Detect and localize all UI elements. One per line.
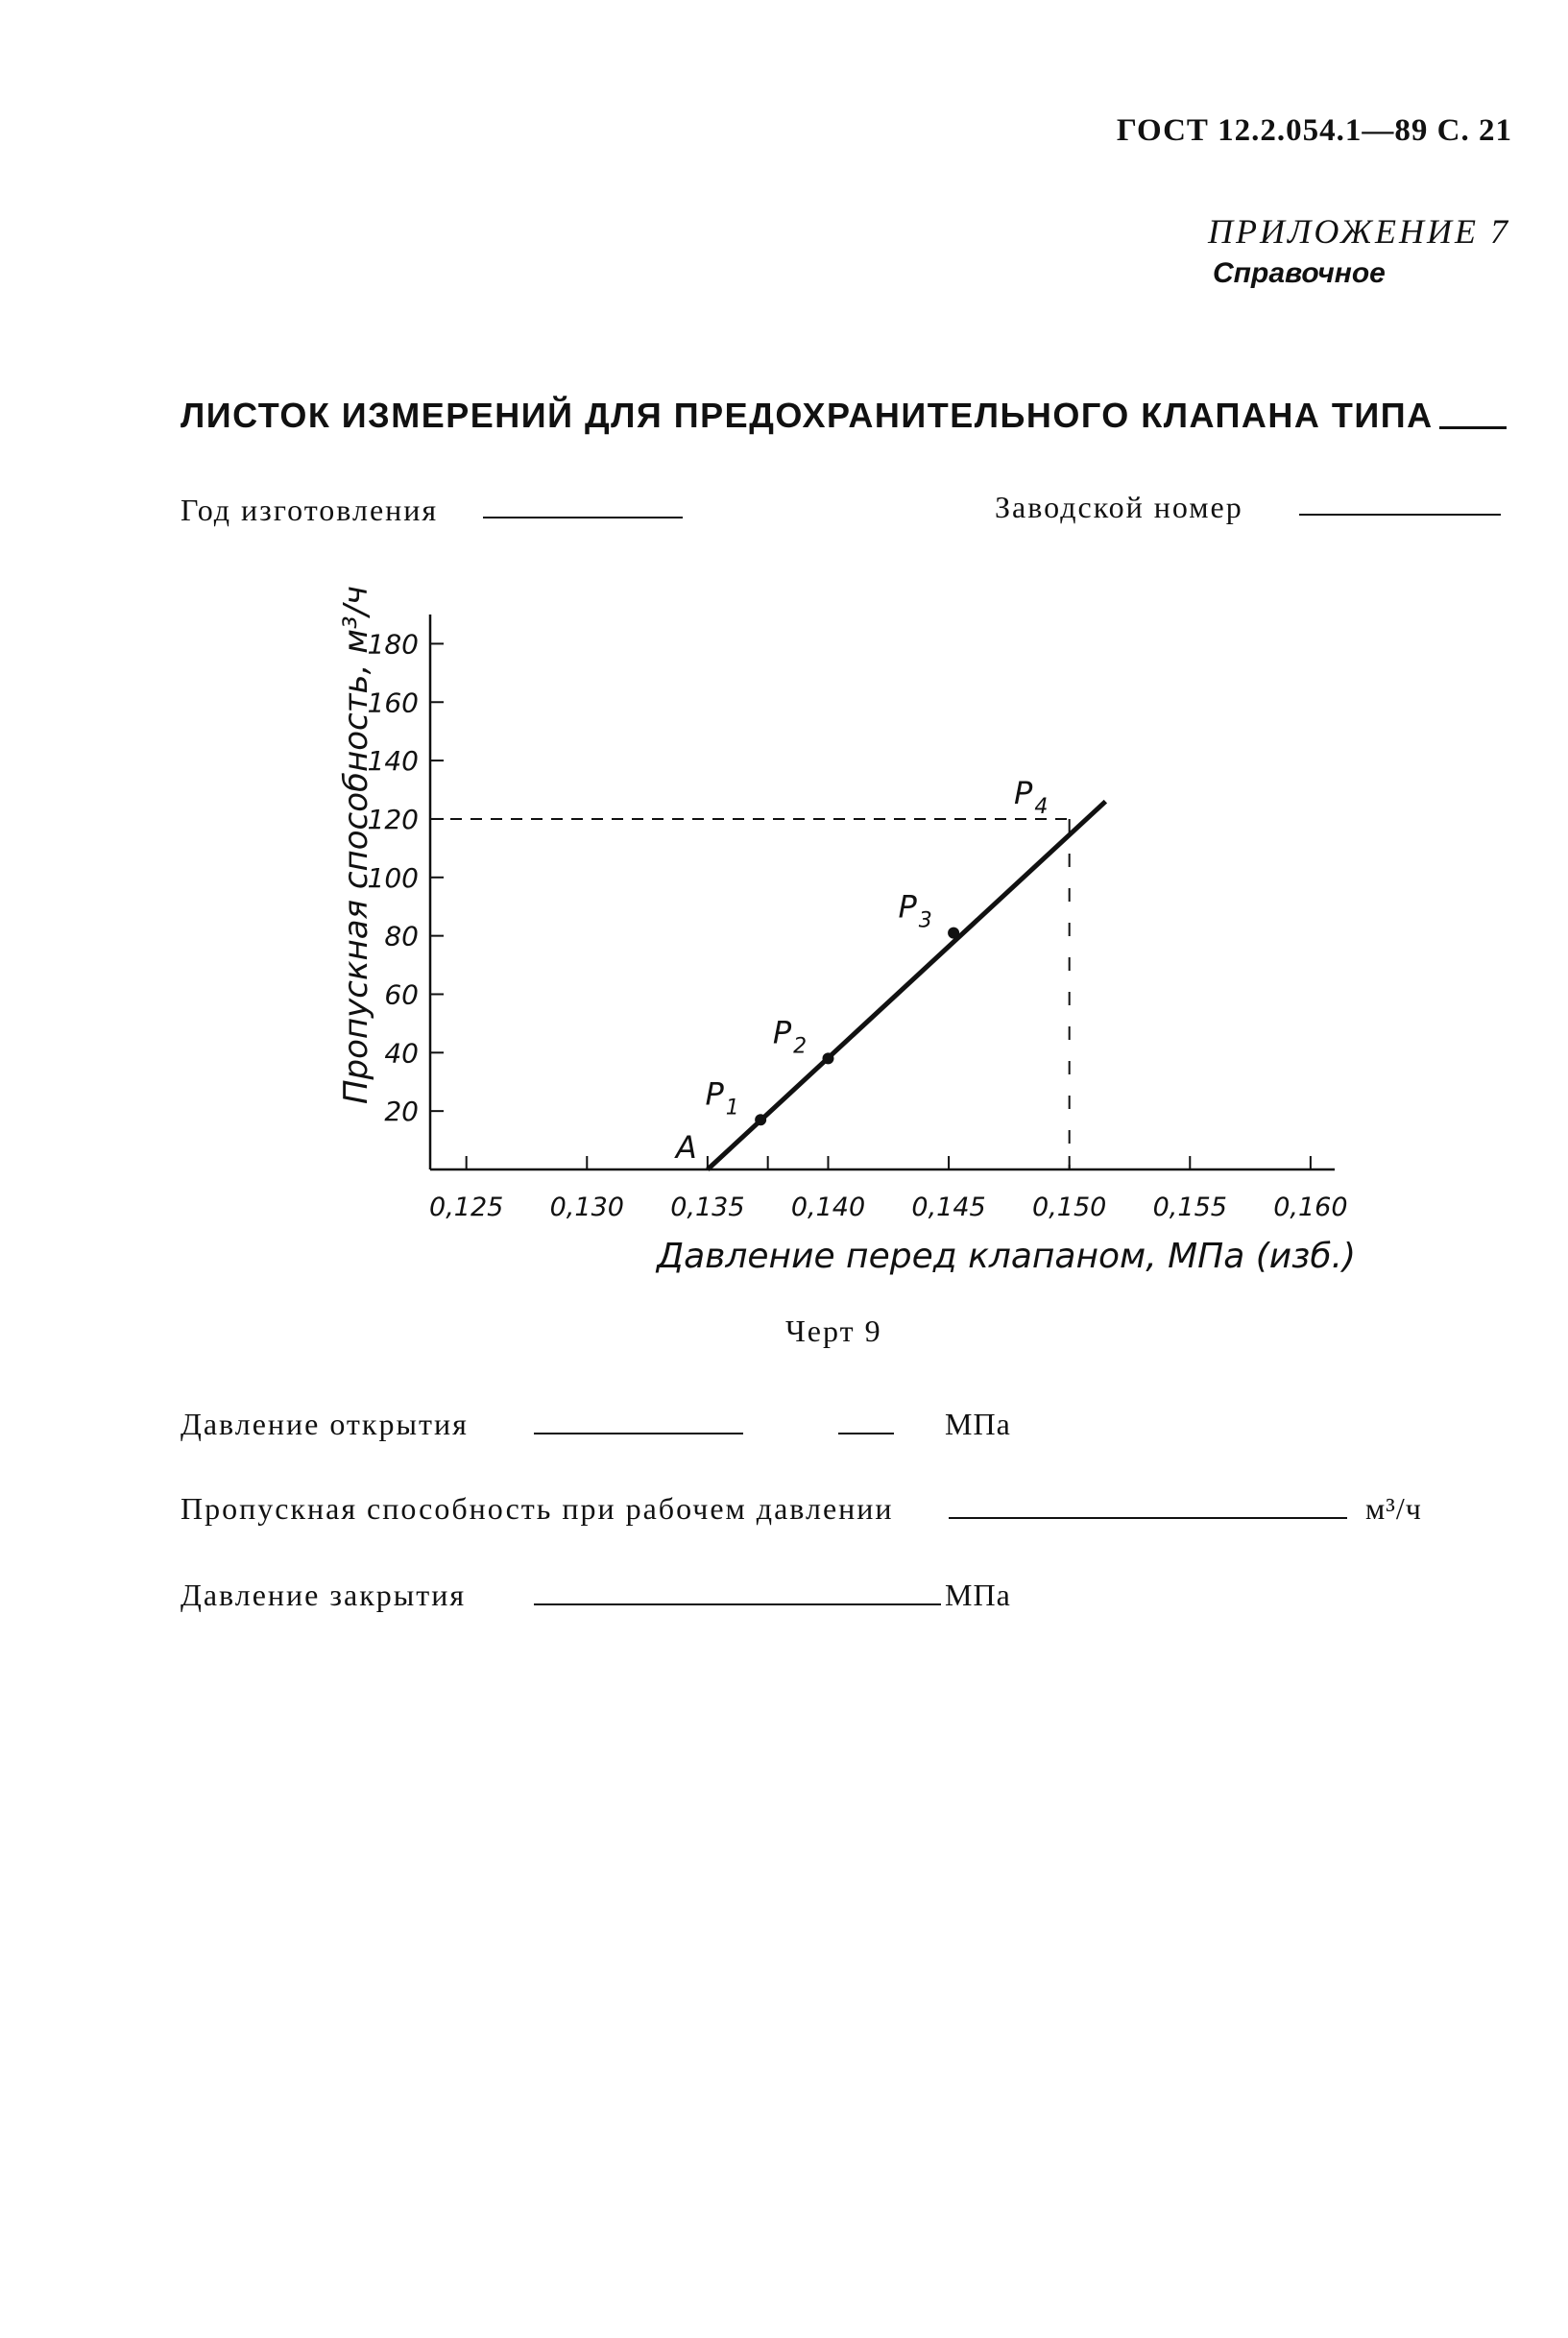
chart-axes (430, 615, 1335, 1169)
closing-pressure-label: Давление закрытия (181, 1578, 467, 1612)
data-point-p2 (822, 1052, 833, 1064)
x-tick-label: 0,135 (670, 1193, 745, 1222)
data-point-p1 (755, 1114, 766, 1125)
y-tick-label: 100 (367, 861, 419, 894)
chart-reference-lines (430, 819, 1070, 1169)
y-tick-label: 40 (384, 1037, 419, 1070)
capacity-unit: м³/ч (1365, 1491, 1422, 1526)
x-tick-label: 0,130 (549, 1193, 624, 1222)
point-label-subscript: 2 (793, 1034, 808, 1059)
x-tick-label: 0,150 (1032, 1193, 1107, 1222)
y-tick-label: 80 (384, 920, 419, 952)
closing-pressure-unit: МПа (945, 1578, 1011, 1612)
opening-pressure-label: Давление открытия (181, 1407, 469, 1441)
serial-label: Заводской номер (995, 490, 1243, 524)
chart-ticks (368, 628, 1348, 1222)
appendix-title: ПРИЛОЖЕНИЕ 7 (1208, 212, 1510, 251)
y-tick-label: 20 (384, 1096, 419, 1128)
chart-caption: Черт 9 (785, 1314, 882, 1348)
point-label-p1: $P_1$ (705, 1075, 739, 1121)
x-tick-label: 0,155 (1152, 1193, 1227, 1222)
y-axis-title: Пропускная способность, м³/ч (337, 585, 375, 1105)
y-tick-label: 140 (367, 745, 419, 778)
capacity-label: Пропускная способность при рабочем давлении (181, 1491, 894, 1526)
point-label-a: A (675, 1129, 697, 1166)
chart-labels (337, 586, 1356, 1276)
closing-pressure-blank-line[interactable] (534, 1603, 941, 1605)
point-label-p2: $P_2$ (772, 1014, 808, 1059)
series-line (708, 802, 1105, 1169)
point-label-subscript: 3 (918, 908, 932, 933)
y-tick-label: 160 (367, 687, 419, 719)
opening-pressure-blank-line[interactable] (534, 1433, 743, 1434)
data-point-p3 (948, 928, 959, 939)
point-label-subscript: 1 (725, 1096, 739, 1121)
chart-series (708, 802, 1105, 1169)
y-tick-label: 120 (367, 803, 419, 835)
y-tick-label: 180 (367, 628, 419, 661)
x-tick-label: 0,140 (790, 1193, 866, 1222)
x-tick-label: 0,145 (911, 1193, 986, 1222)
opening-pressure-unit: МПа (945, 1407, 1011, 1441)
point-label-p3: $P_3$ (898, 888, 932, 933)
point-label-p4: $P_4$ (1014, 774, 1049, 819)
capacity-blank-line[interactable] (949, 1517, 1347, 1519)
opening-pressure-blank-line-2[interactable] (838, 1433, 894, 1434)
standard-reference: ГОСТ 12.2.054.1—89 С. 21 (1116, 113, 1512, 148)
x-axis-title: Давление перед клапаном, МПа (изб.) (656, 1237, 1357, 1276)
year-label: Год изготовления (181, 493, 439, 527)
appendix-subtitle: Справочное (1213, 257, 1386, 289)
x-tick-label: 0,125 (429, 1193, 504, 1222)
y-tick-label: 60 (384, 978, 419, 1011)
document-title-text: ЛИСТОК ИЗМЕРЕНИЙ ДЛЯ ПРЕДОХРАНИТЕЛЬНОГО КЛАПАНА ТИПА (181, 396, 1434, 435)
point-label-subscript: 4 (1034, 794, 1049, 819)
x-tick-label: 0,160 (1273, 1193, 1348, 1222)
